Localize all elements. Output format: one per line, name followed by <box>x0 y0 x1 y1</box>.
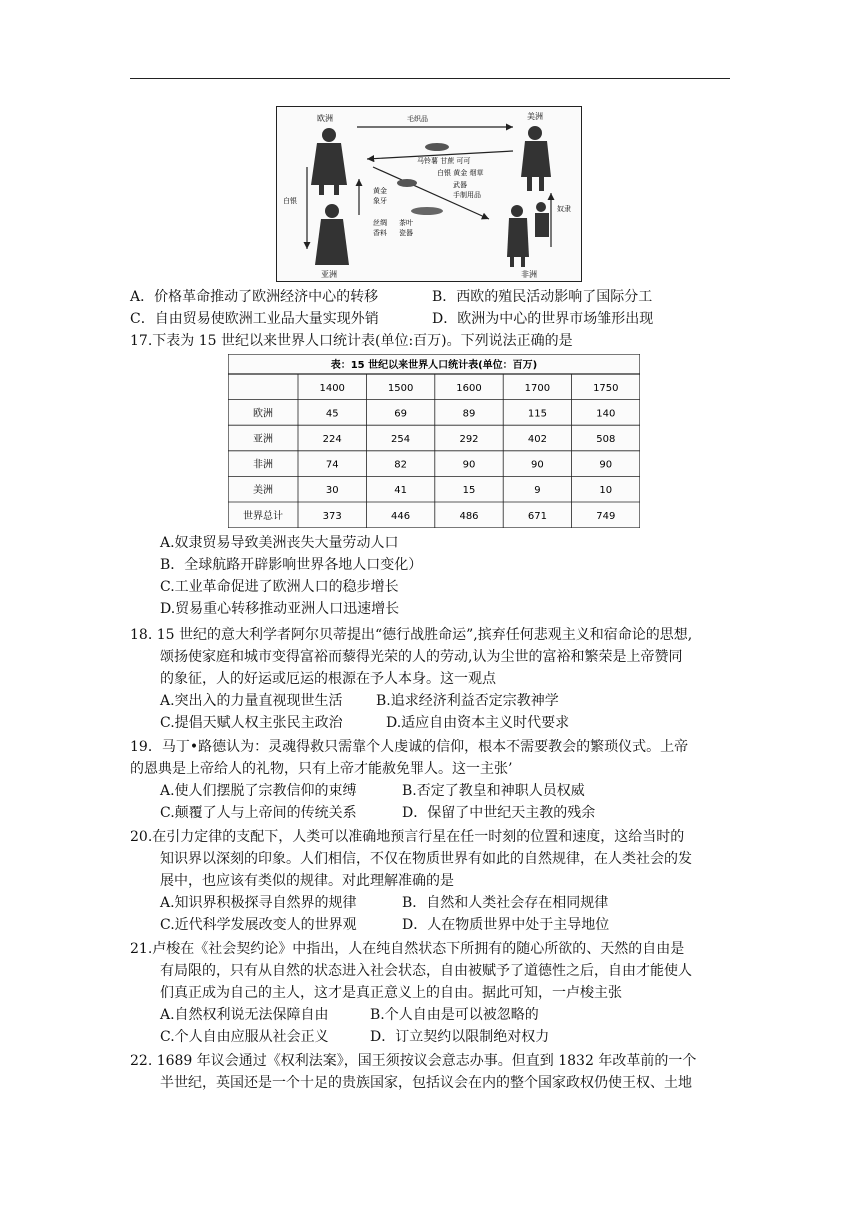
table-cell: 671 <box>527 510 547 522</box>
label-wool: 毛织品 <box>407 115 428 123</box>
label-weapons: 武器 <box>453 181 467 189</box>
table-cell: 74 <box>325 459 339 471</box>
table-row-label: 亚洲 <box>253 434 273 445</box>
q19-option-b: B.否定了教皇和神职人员权威 <box>402 783 585 799</box>
q20-line-1: 20.在引力定律的支配下，人类可以准确地预言行星在任一时刻的位置和速度，这给当时的 <box>130 829 685 845</box>
table-cell: 90 <box>599 459 613 471</box>
label-porcelain: 瓷器 <box>399 229 413 237</box>
asia-figure <box>315 204 349 265</box>
table-row-label: 欧洲 <box>253 408 273 420</box>
population-table <box>228 354 640 528</box>
header-rule <box>130 78 730 79</box>
q17-option-b: B．全球航路开辟影响世界各地人口变化） <box>160 557 423 573</box>
table-title: 表：15 世纪以来世界人口统计表(单位：百万) <box>330 360 538 371</box>
q19-option-a: A.使人们摆脱了宗教信仰的束缚 <box>160 783 357 799</box>
q16-option-a: A．价格革命推动了欧洲经济中心的转移 <box>130 289 379 305</box>
region-africa: 非洲 <box>521 270 537 279</box>
q18-line-3: 的象征，人的好运或厄运的根源在予人本身。这一观点 <box>160 671 496 687</box>
q18-option-c: C.提倡天赋人权主张民主政治 <box>160 715 343 731</box>
q17-option-c: C.工业革命促进了欧洲人口的稳步增长 <box>160 579 399 595</box>
q19-line-2: 的恩典是上帝给人的礼物，只有上帝才能赦免罪人。这一主张’ <box>130 761 513 777</box>
label-ivory: 象牙 <box>373 197 387 205</box>
q17-stem: 17.下表为 15 世纪以来世界人口统计表(单位:百万)。下列说法正确的是 <box>130 333 573 349</box>
table-cell: 254 <box>391 434 411 445</box>
table-row-label: 世界总计 <box>243 510 283 522</box>
table-cell: 508 <box>596 434 616 445</box>
label-handmade: 手制用品 <box>453 191 481 199</box>
q20-line-3: 展中，也应该有类似的规律。对此理解准确的是 <box>160 873 454 889</box>
q16-option-c: C．自由贸易使欧洲工业品大量实现外销 <box>130 311 379 327</box>
q19-option-d: D．保留了中世纪天主教的残余 <box>402 805 596 821</box>
q21-line-3: 们真正成为自己的主人，这才是真正意义上的自由。据此可知，一卢梭主张 <box>160 985 622 1001</box>
label-spice: 香料 <box>373 229 387 237</box>
q17-option-a: A.奴隶贸易导致美洲丧失大量劳动人口 <box>160 535 399 551</box>
q21-option-a: A.自然权利说无法保障自由 <box>160 1007 329 1023</box>
table-cell: 45 <box>325 408 339 420</box>
q18-line-1: 18. 15 世纪的意大利学者阿尔贝蒂提出“德行战胜命运”,摈弃任何悲观主义和宿命论的思想, <box>130 627 693 643</box>
table-row-label: 美洲 <box>253 485 273 497</box>
table-year-header: 1750 <box>593 382 619 394</box>
label-gold: 黄金 <box>373 187 387 195</box>
table-cell: 402 <box>527 434 547 445</box>
table-cell: 89 <box>462 408 476 420</box>
q20-option-a: A.知识界积极探寻自然界的规律 <box>160 895 357 911</box>
triangular-trade-figure <box>276 106 582 282</box>
table-cell: 9 <box>534 485 541 497</box>
europe-figure <box>311 128 347 195</box>
table-cell: 224 <box>322 434 342 445</box>
q22-line-1: 22. 1689 年议会通过《权利法案》，国王须按议会意志办事。但直到 1832 年改革前的一个 <box>130 1053 697 1069</box>
region-asia: 亚洲 <box>321 270 337 279</box>
label-silk: 丝绸 <box>373 219 387 227</box>
table-cell: 69 <box>394 408 407 420</box>
region-america: 美洲 <box>527 112 543 121</box>
table-year-header: 1400 <box>319 382 345 394</box>
table-cell: 140 <box>596 408 616 420</box>
label-slave: 奴隶 <box>557 205 571 213</box>
table-cell: 115 <box>527 408 547 420</box>
q20-option-b: B．自然和人类社会存在相同规律 <box>402 895 609 911</box>
q20-line-2: 知识界以深刻的印象。人们相信，不仅在物质世界有如此的自然规律，在人类社会的发 <box>160 851 692 867</box>
q21-line-1: 21.卢梭在《社会契约论》中指出，人在纯自然状态下所拥有的随心所欲的、天然的自由是 <box>130 941 685 957</box>
q21-option-c: C.个人自由应服从社会正义 <box>160 1029 329 1045</box>
label-tea: 茶叶 <box>399 219 413 227</box>
q22-line-2: 半世纪，英国还是一个十足的贵族国家，包括议会在内的整个国家政权仍使王权、土地 <box>160 1075 692 1091</box>
goods-shape <box>411 207 443 215</box>
label-crops: 马铃薯 甘蔗 可可 <box>417 157 471 165</box>
q21-option-d: D．订立契约以限制绝对权力 <box>370 1029 550 1045</box>
goods-shape <box>397 179 417 187</box>
table-cell: 292 <box>459 434 479 445</box>
table-cell: 30 <box>325 485 339 497</box>
q19-line-1: 19．马丁•路德认为：灵魂得救只需靠个人虔诚的信仰，根本不需要教会的繁琐仪式。上帝 <box>130 739 689 755</box>
table-cell: 486 <box>459 510 479 522</box>
table-cell: 446 <box>391 510 411 522</box>
q20-option-c: C.近代科学发展改变人的世界观 <box>160 917 357 933</box>
q21-line-2: 有局限的，只有从自然的状态进入社会状态，自由被赋予了道德性之后，自由才能使人 <box>160 963 692 979</box>
label-silver: 白银 <box>283 197 297 205</box>
table-year-header: 1600 <box>456 382 482 394</box>
africa-figure <box>507 202 549 267</box>
table-cell: 82 <box>394 459 407 471</box>
q16-option-b: B．西欧的殖民活动影响了国际分工 <box>432 289 653 305</box>
table-cell: 41 <box>394 485 407 497</box>
table-row-label: 非洲 <box>253 459 273 471</box>
table-year-header: 1700 <box>524 382 551 394</box>
q18-option-a: A.突出入的力量直视现世生活 <box>160 693 343 709</box>
q18-option-b: B.追求经济利益否定宗教神学 <box>376 693 559 709</box>
q20-option-d: D．人在物质世界中处于主导地位 <box>402 917 610 933</box>
table-cell: 373 <box>322 510 342 522</box>
table-cell: 749 <box>596 510 616 522</box>
q17-option-d: D.贸易重心转移推动亚洲人口迅速增长 <box>160 601 400 617</box>
table-year-header: 1500 <box>387 382 414 394</box>
q21-option-b: B.个人自由是可以被忽略的 <box>370 1007 539 1023</box>
america-figure <box>521 126 551 191</box>
q18-line-2: 颂扬使家庭和城市变得富裕而藜得光荣的人的劳动,认为尘世的富裕和繁荣是上帝赞同 <box>160 649 683 665</box>
goods-shape <box>425 143 449 151</box>
table-cell: 90 <box>531 459 544 471</box>
q18-option-d: D.适应自由资本主义时代要求 <box>386 715 570 731</box>
table-cell: 90 <box>462 459 476 471</box>
q19-option-c: C.颠覆了人与上帝间的传统关系 <box>160 805 357 821</box>
label-metals: 白银 黄金 烟草 <box>437 169 484 177</box>
table-cell: 10 <box>599 485 613 497</box>
region-europe: 欧洲 <box>317 114 333 123</box>
q16-option-d: D．欧洲为中心的世界市场雏形出现 <box>432 311 654 327</box>
table-cell: 15 <box>462 485 476 497</box>
